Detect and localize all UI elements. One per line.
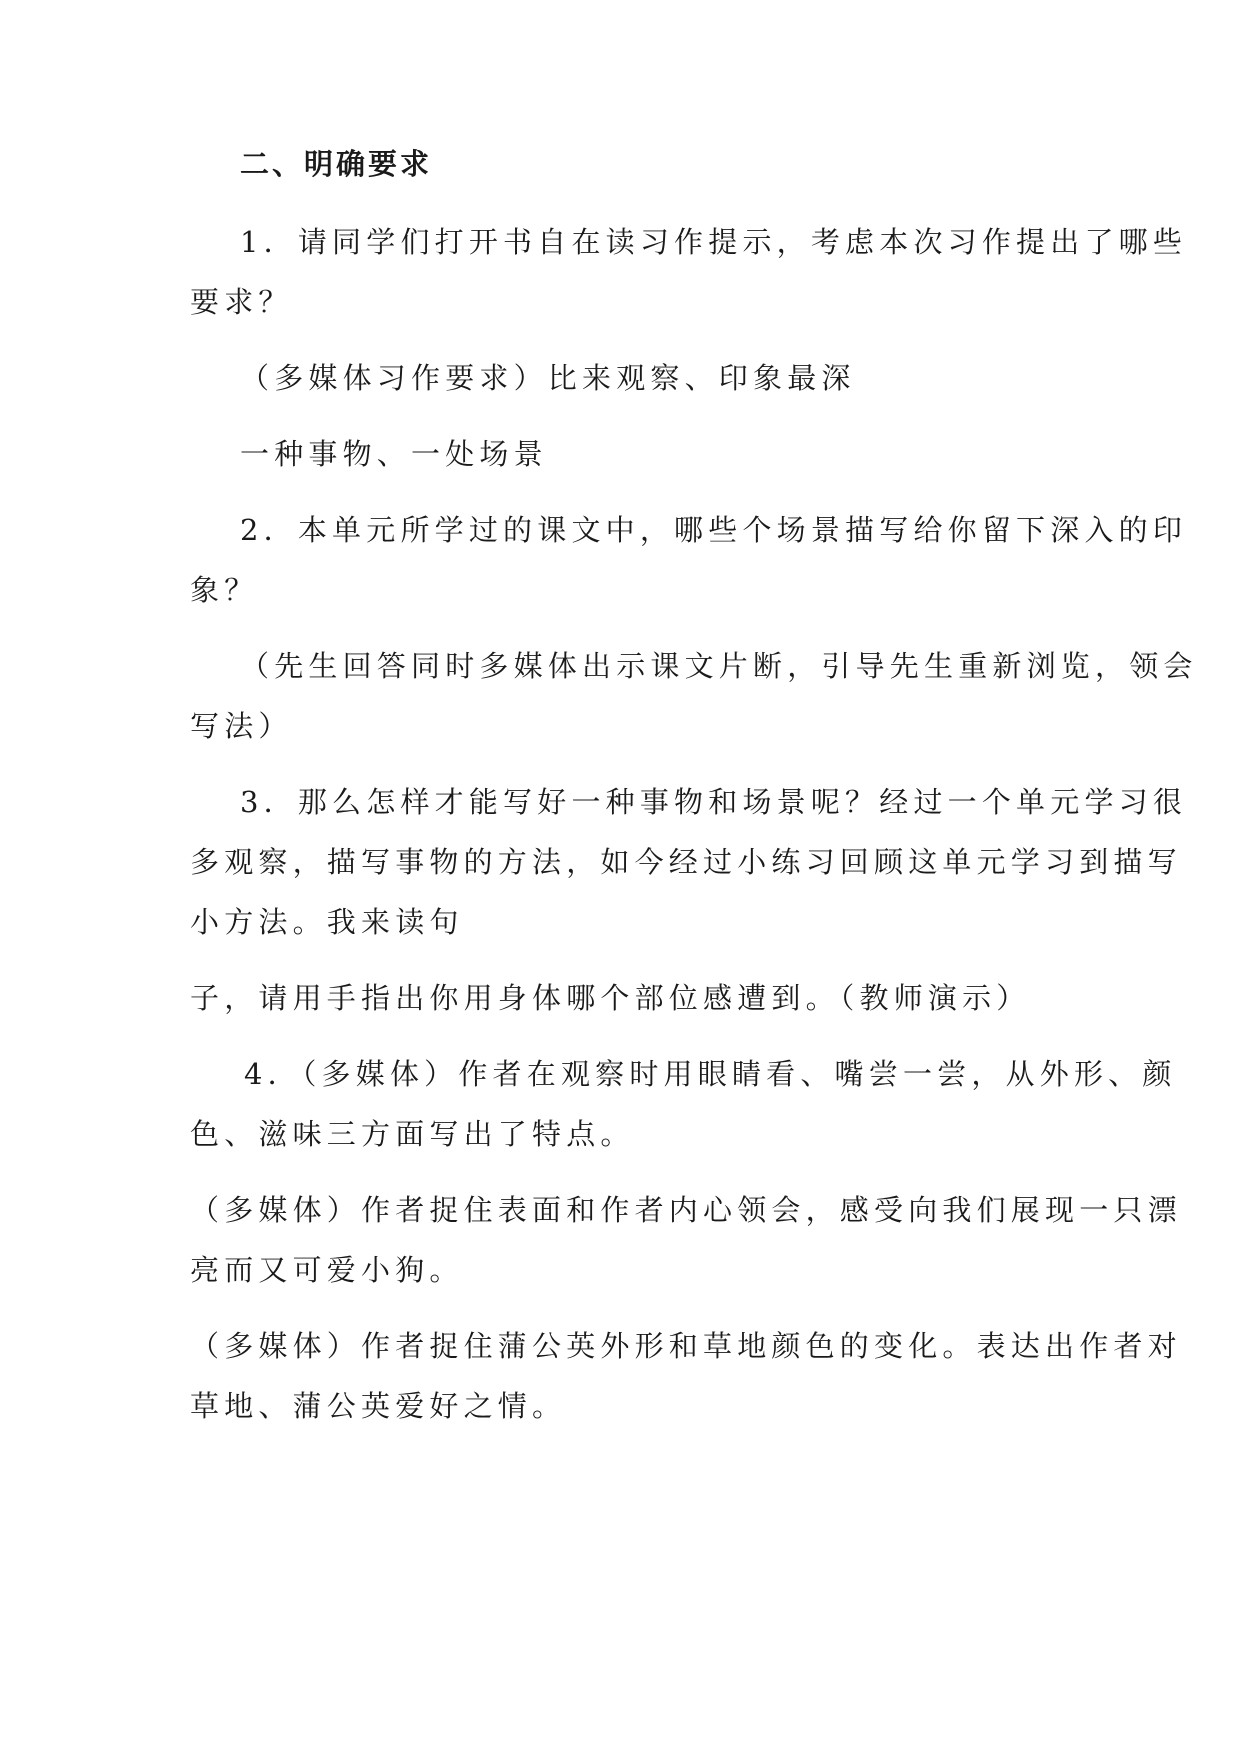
paragraph-line: 色、滋味三方面写出了特点。 [190, 1117, 635, 1151]
paragraph-line: （先生回答同时多媒体出示课文片断，引导先生重新浏览，领会 [240, 649, 1198, 683]
paragraph-line: 要求？ [190, 285, 293, 319]
paragraph-line: 写法） [190, 709, 293, 743]
paragraph-line: 4．（多媒体）作者在观察时用眼睛看、嘴尝一尝，从外形、颜 [244, 1057, 1177, 1091]
paragraph-line: 多观察，描写事物的方法，如今经过小练习回顾这单元学习到描写 [190, 845, 1182, 879]
paragraph-line: 一种事物、一处场景 [240, 437, 548, 471]
paragraph-line: （多媒体）作者捉住表面和作者内心领会，感受向我们展现一只漂 [190, 1193, 1182, 1227]
paragraph-line: 1．请同学们打开书自在读习作提示，考虑本次习作提出了哪些 [240, 225, 1188, 259]
paragraph-line: 象？ [190, 573, 259, 607]
paragraph-line: 子，请用手指出你用身体哪个部位感遭到。（教师演示） [190, 981, 1031, 1015]
paragraph-line: （多媒体）作者捉住蒲公英外形和草地颜色的变化。表达出作者对 [190, 1329, 1182, 1363]
paragraph-line: 2．本单元所学过的课文中，哪些个场景描写给你留下深入的印 [240, 513, 1188, 547]
section-heading: 二、明确要求 [240, 147, 433, 181]
paragraph-line: 亮而又可爱小狗。 [190, 1253, 464, 1287]
paragraph-line: 草地、蒲公英爱好之情。 [190, 1389, 567, 1423]
paragraph-line: 小方法。我来读句 [190, 905, 464, 939]
paragraph-line: （多媒体习作要求）比来观察、印象最深 [240, 361, 856, 395]
paragraph-line: 3．那么怎样才能写好一种事物和场景呢？经过一个单元学习很 [240, 785, 1188, 819]
